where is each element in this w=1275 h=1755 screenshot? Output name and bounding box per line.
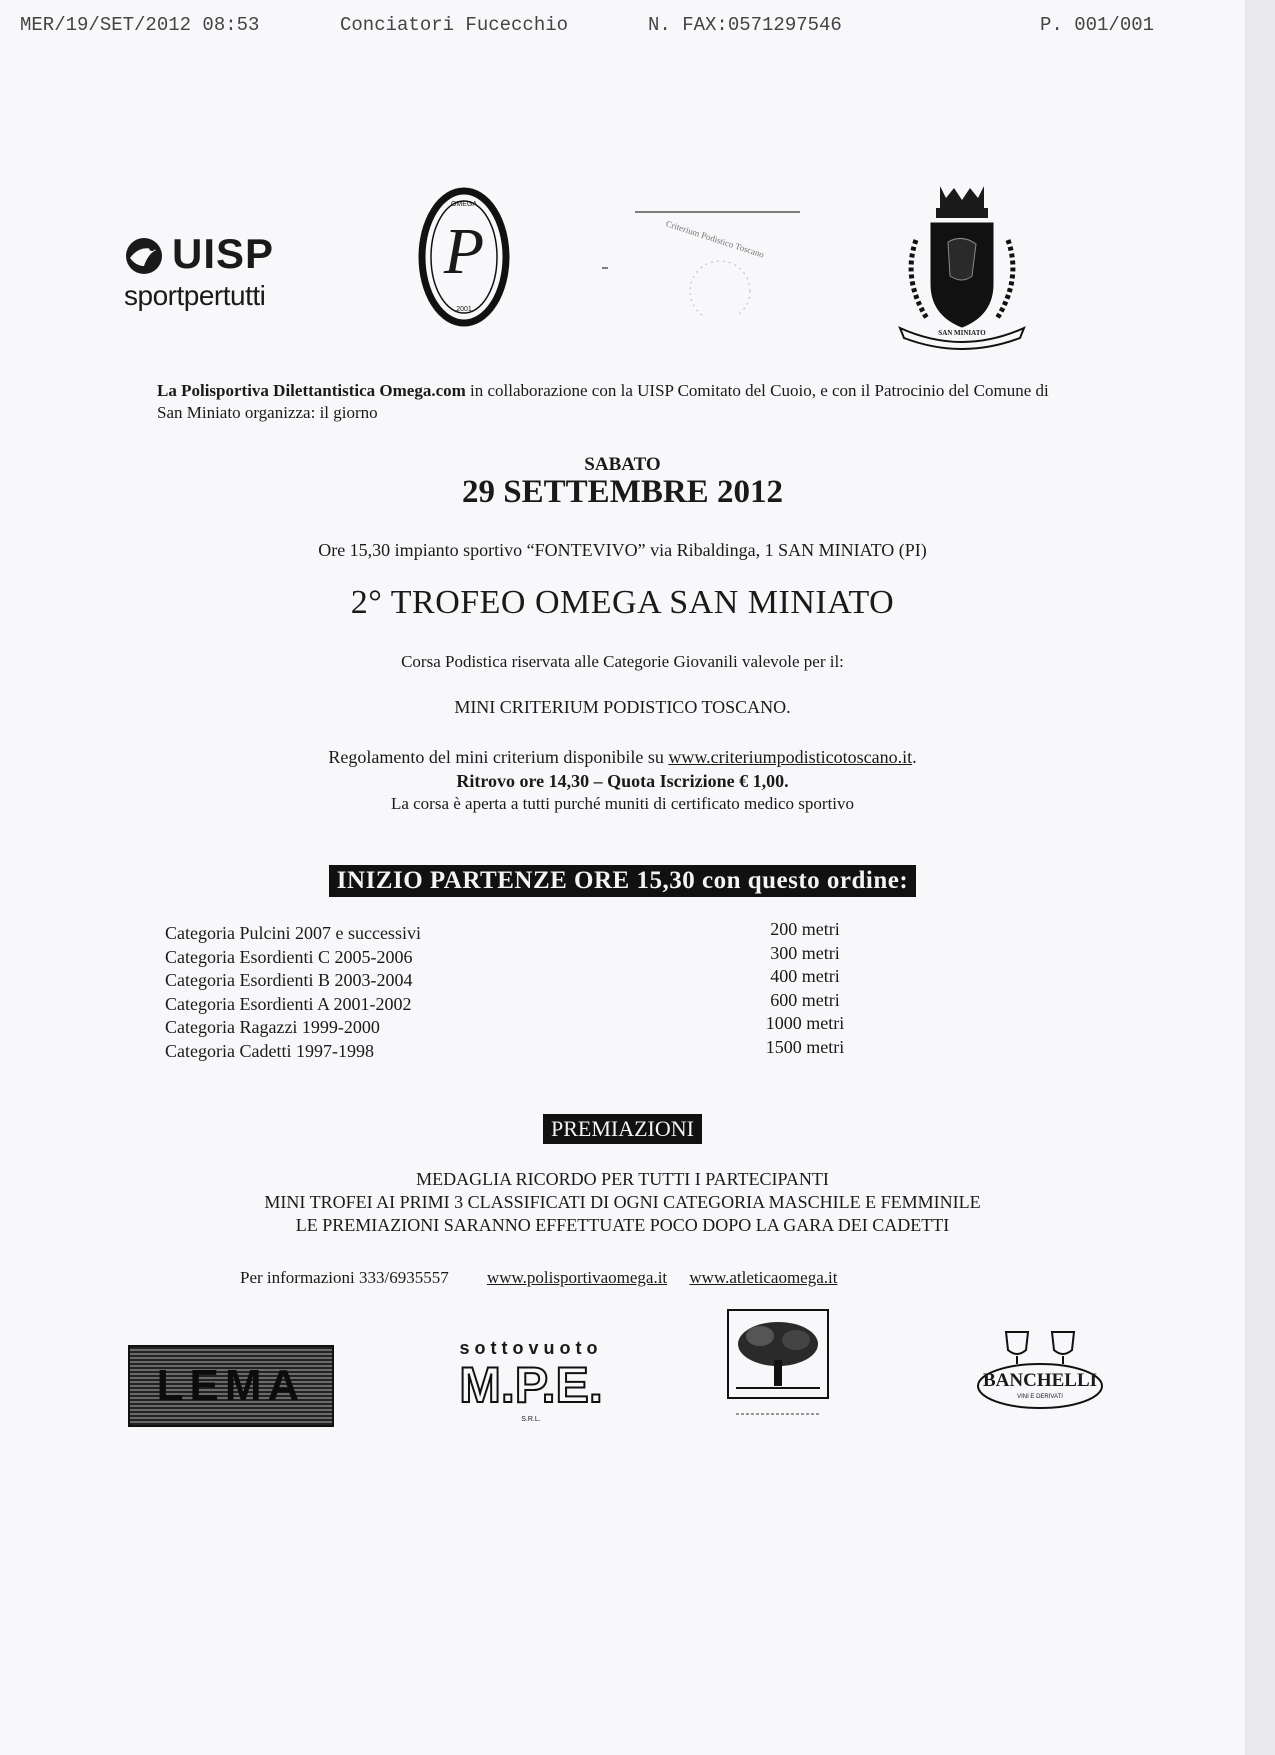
open-to-all-line: La corsa è aperta a tutti purché muniti di certificato medico sportivo <box>390 794 855 813</box>
fax-sender: Conciatori Fucecchio <box>340 14 569 36</box>
event-weekday: SABATO <box>584 454 661 475</box>
polisportiva-link[interactable]: www.polisportivaomega.it <box>486 1268 668 1287</box>
distance-row: 400 metri <box>770 966 840 986</box>
banchelli-sponsor-logo <box>972 1328 1108 1420</box>
category-row: Categoria Ragazzi 1999-2000 <box>165 1017 380 1037</box>
distance-row: 600 metri <box>770 989 840 1010</box>
distance-list <box>750 918 860 1059</box>
starts-heading: INIZIO PARTENZE ORE 15,30 con questo ordine: <box>329 865 916 897</box>
omega-top-text: OMEGA <box>450 201 478 208</box>
omega-logo <box>418 186 510 328</box>
category-list <box>165 922 421 1063</box>
fax-page: P. 001/001 <box>1040 14 1155 36</box>
uisp-runner-icon <box>122 236 168 276</box>
mpe-sponsor-logo <box>436 1338 626 1428</box>
category-row: Categoria Esordienti B 2003-2004 <box>165 970 413 990</box>
intro-paragraph <box>157 380 1057 424</box>
regulation-link[interactable]: www.criteriumpodisticotoscano.it <box>668 747 913 767</box>
regulation-prefix: Regolamento del mini criterium disponibile su <box>328 747 669 767</box>
mpe-top-text: sottovuoto <box>459 1338 603 1358</box>
tree-sponsor-logo <box>726 1308 830 1424</box>
atletica-link[interactable]: www.atleticaomega.it <box>689 1268 838 1287</box>
category-row: Categoria Esordienti C 2005-2006 <box>165 946 413 967</box>
starts-heading-wrap <box>0 865 1245 897</box>
category-row: Categoria Esordienti A 2001-2002 <box>165 993 412 1014</box>
mpe-sub-text: S.R.L. <box>521 1416 541 1423</box>
uisp-name: UISP <box>172 230 275 277</box>
distance-row: 300 metri <box>770 942 840 963</box>
lema-sponsor-logo <box>128 1345 334 1427</box>
lema-text: LEMA <box>156 1361 306 1410</box>
omega-year: 2001 <box>456 306 472 313</box>
awards-line: LE PREMIAZIONI SARANNO EFFETTUATE POCO DOPO LA GARA DEI CADETTI <box>295 1215 950 1235</box>
uisp-tagline: sportpertutti <box>124 280 266 311</box>
distance-row: 200 metri <box>770 919 840 939</box>
awards-lines <box>0 1168 1245 1237</box>
banchelli-sub-text: VINI E DERIVATI <box>1017 1394 1063 1400</box>
omega-letter: P <box>443 215 485 288</box>
awards-line: MEDAGLIA RICORDO PER TUTTI I PARTECIPANTI <box>416 1169 829 1189</box>
meeting-line: Ritrovo ore 14,30 – Quota Iscrizione € 1,00. <box>456 771 789 791</box>
category-row: Categoria Pulcini 2007 e successivi <box>165 923 421 943</box>
criterium-logo-text: Criterium Podistico Toscano <box>664 218 766 260</box>
distance-row: 1000 metri <box>765 1013 845 1033</box>
organizer-name: La Polisportiva Dilettantistica Omega.com <box>157 381 466 400</box>
fax-datetime: MER/19/SET/2012 08:53 <box>20 14 260 36</box>
intro-text: in collaborazione con la UISP Comitato del Cuoio, e con il Patrocinio del Comune di San Miniato organizza: il giorno <box>157 381 1049 422</box>
uisp-logo <box>122 232 312 317</box>
regulation-suffix: . <box>912 747 917 767</box>
event-title: 2° TROFEO OMEGA SAN MINIATO <box>350 584 895 621</box>
contacts-line <box>240 1268 837 1288</box>
awards-heading: PREMIAZIONI <box>543 1114 702 1144</box>
distance-row: 1500 metri <box>765 1036 845 1057</box>
san-miniato-crest <box>888 180 1036 350</box>
fax-number: N. FAX:0571297546 <box>648 14 842 36</box>
awards-heading-wrap <box>0 1114 1245 1144</box>
info-phone: Per informazioni 333/6935557 <box>240 1268 449 1287</box>
regulation-line <box>0 747 1245 768</box>
event-criterium: MINI CRITERIUM PODISTICO TOSCANO. <box>454 697 791 717</box>
crest-icon <box>888 180 1036 350</box>
awards-line: MINI TROFEI AI PRIMI 3 CLASSIFICATI DI OGNI CATEGORIA MASCHILE E FEMMINILE <box>264 1192 981 1212</box>
criterium-logo <box>600 206 800 316</box>
mpe-main-text: M.P.E. <box>459 1357 603 1413</box>
banchelli-text: BANCHELLI <box>982 1370 1098 1391</box>
tree-icon <box>726 1308 830 1424</box>
event-date: 29 SETTEMBRE 2012 <box>462 474 783 510</box>
event-subtitle: Corsa Podistica riservata alle Categorie Giovanili valevole per il: <box>401 652 844 671</box>
event-venue: Ore 15,30 impianto sportivo “FONTEVIVO” via Ribaldinga, 1 SAN MINIATO (PI) <box>318 540 927 560</box>
crest-motto: SAN MINIATO <box>938 329 986 337</box>
fax-header <box>0 8 1245 38</box>
category-row: Categoria Cadetti 1997-1998 <box>165 1040 374 1061</box>
